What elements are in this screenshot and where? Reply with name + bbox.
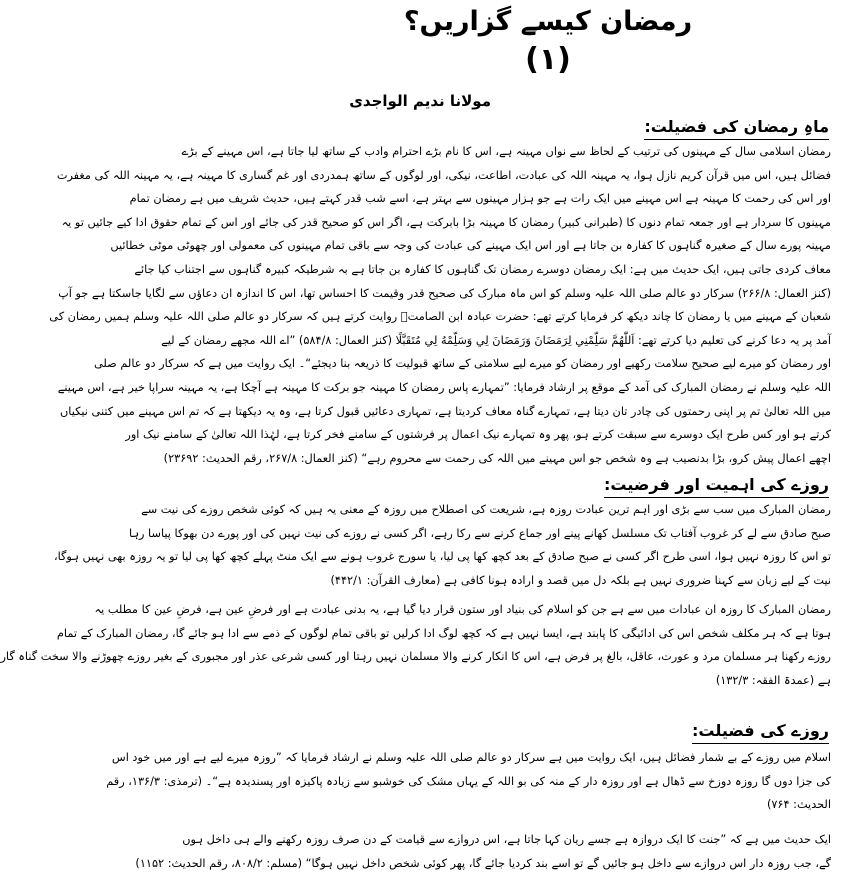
text-line: اسلام میں روزے کے بے شمار فضائل ہیں، ایک روایت میں ہے سرکار دو عالم صلی اللہ علیہ وسلم نے ارشاد فرمایا کہ ”روزہ میرے لیے ہے اور میں خود اس: [111, 751, 831, 764]
section-heading-importance-of-fasting: روزے کی اہمیت اور فرضیت:: [604, 474, 829, 498]
text-line: شعبان کے مہینے میں یا رمضان کا چاند دیکھ کر فرمایا کرتے تھے: حضرت عبادہ ابن الصامتؓ روایت کرتے ہیں کہ سرکار دو عالم صلی اللہ علیہ وسلم ہمیں رمضان کی: [49, 310, 831, 324]
paragraph: [53, 498, 831, 592]
text-line: صبح صادق سے لے کر غروب آفتاب تک مسلسل کھانے پینے اور جماع کرنے سے رکا رہے، اگر کسی نے روزے کی نیت نہیں کی اور پورے دن بھوکا پیاسا رہا: [128, 526, 831, 540]
section-heading-virtues-of-ramadan: ماہِ رمضان کی فضیلت:: [644, 116, 829, 140]
text-line: ہوتا ہے کہ ہر مکلف شخص اس کی ادائیگی کا پابند ہے، ایسا نہیں ہے کہ کچھ لوگ ادا کرلیں تو باقی تمام لوگوں کے ذمے سے ادا ہو جائے گا، رمضان المبارک کے تمام: [56, 626, 831, 640]
text-line: ہے (عمدۃ الفقہ: ۱۳۲/۳): [715, 673, 831, 687]
text-line: روزے رکھنا ہر مسلمان مرد و عورت، عاقل، بالغ پر فرض ہے، اس کا انکار کرنے والا مسلمان نہیں رہتا اور کسی شرعی عذر اور مجبوری کے بغیر روزے چھوڑنے والا سخت گناہ گار: [0, 650, 831, 664]
text-line: آمد پر یہ دعا کرنے کی تعلیم دیا کرتے تھے: اَللّٰهُمَّ سَلِّمْنِي لِرَمَضَانَ وَرَمَضَانَ لِي وَسَلِّمْهُ لِي مُتَقَبَّلًا (کنز العمال: ۵۸۴/۸) ”اے اللہ مجھے رمضان کے لیے: [161, 333, 831, 347]
text-line: گے، جب روزہ دار اس دروازے سے داخل ہو جائیں گے تو اسے بند کردیا جائے گا، پھر کوئی شخص داخل نہیں ہوگا“ (مسلم: ۸۰۸/۲، رقم الحدیث: ۱۱۵۲): [135, 856, 831, 870]
text-line: معاف کردی جاتی ہیں، ایک حدیث میں ہے: ایک رمضان دوسرے رمضان تک گناہوں کا کفارہ بن جاتا ہے بہ شرطیکہ کبیرہ گناہوں سے اجتناب کیا جائے: [134, 262, 831, 276]
author-name: مولانا ندیم الواجدی: [349, 92, 491, 110]
text-line: میں اللہ تعالیٰ تم پر اپنی رحمتوں کی چادر تان دیتا ہے، تمہارے گناہ معاف کردیتا ہے، تمہاری دعائیں قبول کرتا ہے، وہ یہ دیکھتا ہے کہ تم اس مہینے میں کتنی نیکیاں: [60, 404, 831, 418]
page-title: رمضان کیسے گزاریں؟: [403, 6, 693, 37]
text-line: نیت کے لیے زبان سے کہنا ضروری نہیں ہے بلکہ دل میں قصد و ارادہ ہونا کافی ہے (معارف القرآن: ۴۴۲/۱): [330, 573, 831, 587]
text-line: رمضان المبارک میں سب سے بڑی اور اہم ترین عبادت روزہ ہے، شریعت کی اصطلاح میں روزہ کے معنی یہ ہیں کہ کوئی شخص روزے کی نیت سے: [141, 503, 831, 516]
section-heading-virtues-of-fasting: روزے کی فضیلت:: [692, 720, 829, 744]
text-line: رمضان اسلامی سال کے مہینوں کی ترتیب کے لحاظ سے نواں مہینہ ہے، اس کا نام بڑے احترام وادب کے ساتھ لیا جاتا ہے، اس مہینے کے بڑے: [181, 145, 831, 158]
text-line: ایک حدیث میں ہے کہ ”جنت کا ایک دروازہ ہے جسے ریان کہا جاتا ہے، اس دروازے سے قیامت کے دن صرف روزہ رکھنے والے ہی داخل ہوں: [182, 833, 831, 846]
text-line: رمضان المبارک کا روزہ ان عبادات میں سے ہے جن کو اسلام کی بنیاد اور ستون قرار دیا گیا ہے، یہ بدنی عبادت ہے اور فرضِ عین ہے، فرضِ عین کا مطلب یہ: [94, 603, 831, 616]
part-number: (۱): [525, 42, 571, 77]
text-line: مہینوں کا سردار ہے اور جمعہ تمام دنوں کا (طبرانی کبیر) رمضان کا مہینہ بڑا بابرکت ہے، اگر اس کو صحیح قدر کی جائے اور اس کے تمام حقوق ادا کیے جائیں تو یہ: [61, 215, 831, 229]
text-line: کی جزا دوں گا روزہ دوزخ سے ڈھال ہے اور روزہ دار کے منہ کی بو اللہ کے یہاں مشک کی خوشبو سے زیادہ پاکیزہ اور پسندیدہ ہے“۔ (ترمذی: ۱۳۶/۳، رقم: [106, 774, 831, 788]
text-line: اچھے اعمال پیش کرو، بڑا بدنصیب ہے وہ شخص جو اس مہینے میں اللہ کی رحمت سے محروم رہے“ (کنز العمال: ۲۶۷/۸، رقم الحدیث: ۲۳۶۹۲): [163, 451, 831, 465]
text-line: اور رمضان کو میرے لیے صحیح سلامت رکھیے اور رمضان کو میرے لیے سلامتی کے ساتھ قبولیت کا ذریعہ بنا دیجئے“۔ ایک روایت میں ہے کہ سرکار دو عالم صلی: [94, 357, 831, 371]
text-line: فضائل ہیں، اس میں قرآن کریم نازل ہوا، یہ مہینہ اللہ کی عبادت، اطاعت، نیکی، اور لوگوں کے ساتھ ہمدردی اور غم گساری کا مہینہ ہے، یہ مہینہ اللہ کی مغفرت: [56, 168, 831, 182]
paragraph: [135, 828, 831, 875]
text-line: اور اس کی رحمت کا مہینہ ہے اس مہینے میں ایک رات ہے جو ہزار مہینوں سے بہتر ہے، اسے شب قدر کہتے ہیں، حدیث شریف میں ہے رمضان تمام: [129, 192, 831, 206]
text-line: اللہ علیہ وسلم نے رمضان المبارک کی آمد کے موقع پر ارشاد فرمایا: ”تمہارے پاس رمضان کا مہینہ جو برکت کا مہینہ ہے آچکا ہے، یہ مہینہ سراپا خیر ہے، اس مہینے: [57, 380, 831, 394]
paragraph: [106, 746, 831, 817]
paragraph: [0, 598, 831, 692]
text-line: (کنز العمال: ۲۶۶/۸) سرکار دو عالم صلی اللہ علیہ وسلم کو اس ماہ مبارک کی صحیح قدر وقیمت کا احساس تھا، اس کا اندازہ ان دعاؤں سے لگایا جاسکتا ہے جو آپ: [58, 286, 831, 300]
text-line: تو اس کا روزہ نہیں ہوا، اسی طرح اگر کسی نے صبح صادق کے بعد کچھ کھا پی لیا، یا سورج غروب ہونے سے ایک منٹ پہلے کچھ کھا پی لیا تو یہ روزہ بھی نہیں ہوگا،: [53, 550, 831, 564]
text-line: الحدیث: ۷۶۴): [766, 798, 831, 812]
text-line: کرتے ہو اور کس طرح ایک دوسرے سے سبقت کرتے ہو، پھر وہ تمہارے نیک اعمال پر فرشتوں کے سامنے فخر کرتا ہے، لہٰذا اللہ تعالیٰ کے سامنے نیک اور: [125, 428, 831, 442]
text-line: مہینہ پورے سال کے صغیرہ گناہوں کا کفارہ بن جاتا ہے اور اس ایک مہینے کی عبادت کی وجہ سے باقی تمام مہینوں کی معمولی اور چھوٹی موٹی خطائیں: [110, 239, 831, 253]
paragraph: [49, 140, 831, 470]
